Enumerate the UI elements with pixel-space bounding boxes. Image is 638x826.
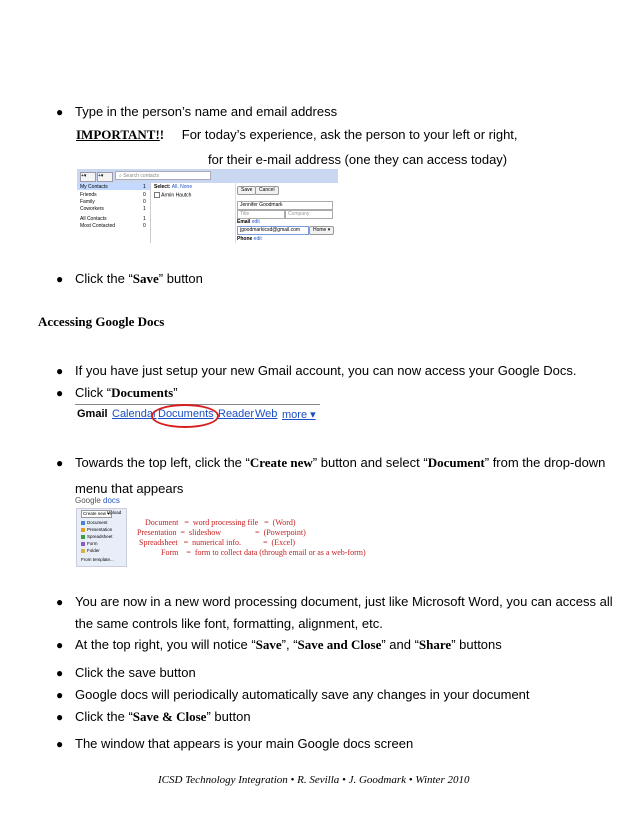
menu-spreadsheet[interactable]: Spreadsheet: [81, 534, 113, 539]
presentation-icon: [81, 528, 85, 532]
email-field[interactable]: jgoodmarkicsd@gmail.com: [237, 226, 309, 235]
bullet-dot: ●: [56, 272, 64, 286]
definition-form: Form = form to collect data (through email or as a web-form): [161, 548, 366, 557]
group-count: 0: [143, 192, 146, 198]
menu-document[interactable]: Document: [81, 520, 108, 525]
step-save-close: Click the “Save & Close” button: [75, 709, 251, 724]
important-line2: for their e-mail address (one they can access today): [208, 152, 508, 167]
contacts-screenshot: [77, 169, 338, 243]
search-icon: ⌕: [119, 173, 124, 179]
checkbox-icon[interactable]: [154, 192, 160, 198]
bullet-dot: ●: [56, 737, 64, 751]
create-new-button[interactable]: Create new ▾: [83, 511, 110, 516]
step-access-docs: If you have just setup your new Gmail account, you can now access your Google Docs.: [75, 363, 577, 378]
phone-edit-link[interactable]: edit: [253, 236, 262, 242]
step-click-save: Click the “Save” button: [75, 271, 203, 286]
step-create-new: Towards the top left, click the “Create new” button and select “Document” from the drop-down: [75, 455, 606, 470]
important-mark: !: [159, 127, 165, 142]
group-coworkers[interactable]: Coworkers: [80, 206, 104, 212]
email-label: Email edit: [237, 219, 260, 225]
spreadsheet-icon: [81, 535, 85, 539]
form-icon: [81, 542, 85, 546]
nav-web[interactable]: Web: [255, 408, 278, 420]
highlight-ring: [151, 404, 219, 428]
select-none-link[interactable]: None: [180, 184, 193, 190]
create-new-dropdown: [76, 508, 127, 567]
step-type-name: Type in the person’s name and email address: [75, 104, 338, 119]
name-field[interactable]: Jennifer Goodmark: [237, 201, 333, 210]
bullet-dot: ●: [56, 638, 64, 652]
group-my-contacts[interactable]: My Contacts: [80, 184, 108, 190]
nav-documents[interactable]: Documents: [158, 408, 214, 420]
folder-icon: [81, 549, 85, 553]
upload-button[interactable]: Upload: [107, 510, 122, 515]
group-count: 1: [143, 216, 146, 222]
bullet-dot: ●: [56, 456, 64, 470]
menu-presentation[interactable]: Presentation: [81, 527, 112, 532]
add-contact-button[interactable]: +▾: [80, 172, 96, 182]
nav-reader[interactable]: Reader: [218, 408, 255, 420]
bullet-dot: ●: [56, 595, 64, 609]
step-top-right-buttons: At the top right, you will notice “Save”, “Save and Close” and “Share” buttons: [75, 637, 502, 652]
bullet-dot: ●: [56, 105, 64, 119]
bullet-dot: ●: [56, 710, 64, 724]
email-edit-link[interactable]: edit: [251, 219, 260, 225]
important-note: [76, 127, 518, 143]
important-line1: For today’s experience, ask the person to your left or right,: [181, 127, 518, 142]
bullet-dot: ●: [56, 364, 64, 378]
step-click-documents: Click “Documents”: [75, 385, 178, 400]
group-family[interactable]: Family: [80, 199, 95, 205]
group-count: 1: [143, 206, 146, 212]
google-docs-logo: Google docs: [75, 496, 120, 505]
save-button[interactable]: Save: [237, 186, 256, 195]
step-autosave: Google docs will periodically automatically save any changes in your document: [75, 687, 530, 702]
step-new-document: You are now in a new word processing document, just like Microsoft Word, you can access all: [75, 594, 613, 609]
select-all-link[interactable]: All,: [171, 184, 179, 190]
definition-document: Document = word processing file = (Word): [145, 518, 296, 527]
definition-presentation: Presentation = slideshow = (Powerpoint): [137, 528, 306, 537]
important-label: IMPORTANT!: [76, 127, 160, 142]
bullet-dot: ●: [56, 386, 64, 400]
bullet-dot: ●: [56, 688, 64, 702]
nav-gmail[interactable]: Gmail: [77, 408, 108, 420]
company-field[interactable]: Company: [285, 210, 333, 219]
group-count: 0: [143, 199, 146, 205]
step-main-screen: The window that appears is your main Google docs screen: [75, 736, 414, 751]
document-icon: [81, 521, 85, 525]
menu-folder[interactable]: Folder: [81, 548, 100, 553]
contacts-toolbar: [77, 169, 338, 183]
cancel-button[interactable]: Cancel: [255, 186, 279, 195]
menu-from-template[interactable]: From template...: [81, 557, 114, 562]
contacts-list: [151, 183, 236, 243]
group-most-contacted[interactable]: Most Contacted: [80, 223, 116, 229]
nav-calendar[interactable]: Calendar: [112, 408, 157, 420]
group-count: 0: [143, 223, 146, 229]
step-new-document-line2: the same controls like font, formatting, alignment, etc.: [75, 616, 383, 631]
phone-label: Phone edit: [237, 236, 262, 242]
group-all-contacts[interactable]: All Contacts: [80, 216, 107, 222]
select-row: Select: All, None: [154, 184, 193, 190]
contacts-groups: [77, 183, 151, 243]
step-click-save-button: Click the save button: [75, 665, 196, 680]
menu-form[interactable]: Form: [81, 541, 98, 546]
nav-more[interactable]: more ▾: [282, 409, 316, 421]
step-create-new-line2: menu that appears: [75, 481, 184, 496]
definition-spreadsheet: Spreadsheet = numerical info. = (Excel): [139, 538, 296, 547]
group-count: 1: [143, 184, 146, 190]
section-heading: Accessing Google Docs: [38, 314, 165, 329]
email-type-select[interactable]: Home ▾: [309, 226, 334, 235]
title-field[interactable]: Title: [237, 210, 285, 219]
docs-menu-screenshot: [75, 496, 375, 566]
page-footer: ICSD Technology Integration • R. Sevilla • J. Goodmark • Winter 2010: [158, 774, 470, 786]
bullet-dot: ●: [56, 666, 64, 680]
gmail-nav-screenshot: [75, 401, 320, 427]
group-friends[interactable]: Friends: [80, 192, 97, 198]
add-group-button[interactable]: +▾: [97, 172, 113, 182]
contacts-search-input[interactable]: ⌕ Search contacts: [115, 171, 211, 180]
contact-row[interactable]: Armin Hautch: [154, 192, 191, 198]
